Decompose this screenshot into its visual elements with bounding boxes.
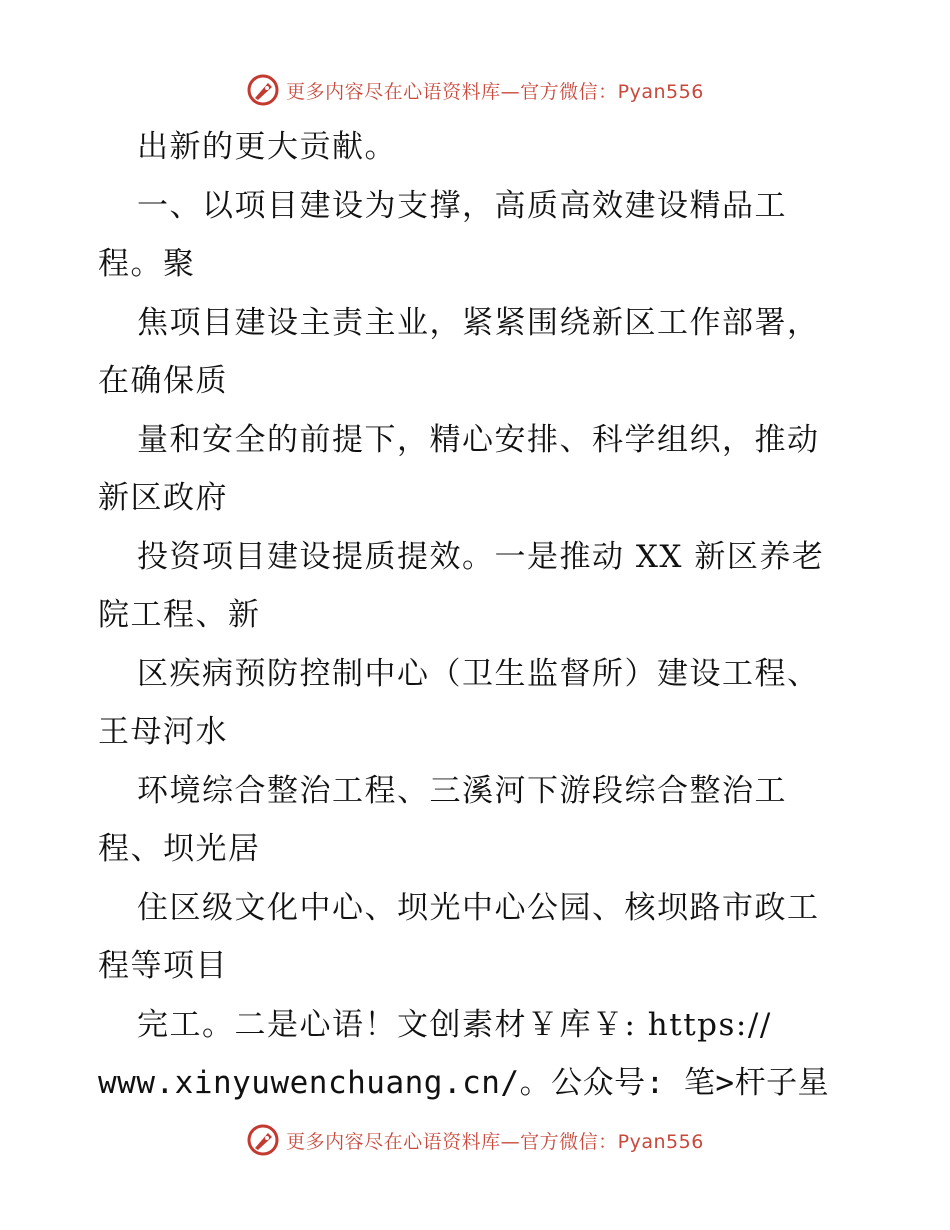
text-line: 院工程、新 — [98, 597, 261, 633]
text-line: 程、坝光居 — [98, 831, 261, 867]
text-line: 在确保质 — [98, 363, 228, 399]
text-line: 新区政府 — [98, 480, 228, 516]
text-line: 投资项目建设提质提效。一是推动 XX 新区养老 — [137, 538, 825, 575]
text-line: 区疾病预防控制中心（卫生监督所）建设工程、 — [137, 655, 820, 692]
header-banner — [0, 70, 950, 110]
text-line: 焦项目建设主责主业，紧紧围绕新区工作部署， — [137, 304, 820, 341]
text-line: 量和安全的前提下，精心安排、科学组织，推动 — [137, 421, 820, 458]
text-line: 环境综合整治工程、三溪河下游段综合整治工 — [137, 772, 787, 809]
banner-text: 更多内容尽在心语资料库—官方微信：Pyan556 — [286, 1130, 704, 1153]
document-body — [98, 118, 858, 1113]
text-line: 出新的更大贡献。 — [137, 129, 397, 165]
text-line: www.xinyuwenchuang.cn/。公众号: 笔>杆子星 — [98, 1065, 830, 1101]
pen-nib-logo-icon — [246, 73, 280, 107]
text-line: 完工。二是心语！文创素材￥库￥: https:// — [137, 1006, 772, 1043]
text-line: 程等项目 — [98, 948, 228, 984]
banner-text: 更多内容尽在心语资料库—官方微信：Pyan556 — [286, 80, 704, 103]
text-line: 一、以项目建设为支撑，高质高效建设精品工 — [137, 187, 787, 224]
text-line: 住区级文化中心、坝光中心公园、核坝路市政工 — [137, 889, 820, 926]
text-line: 王母河水 — [98, 714, 228, 750]
pen-nib-logo-icon — [246, 1123, 280, 1157]
text-line: 程。聚 — [98, 246, 196, 282]
footer-banner — [0, 1120, 950, 1160]
